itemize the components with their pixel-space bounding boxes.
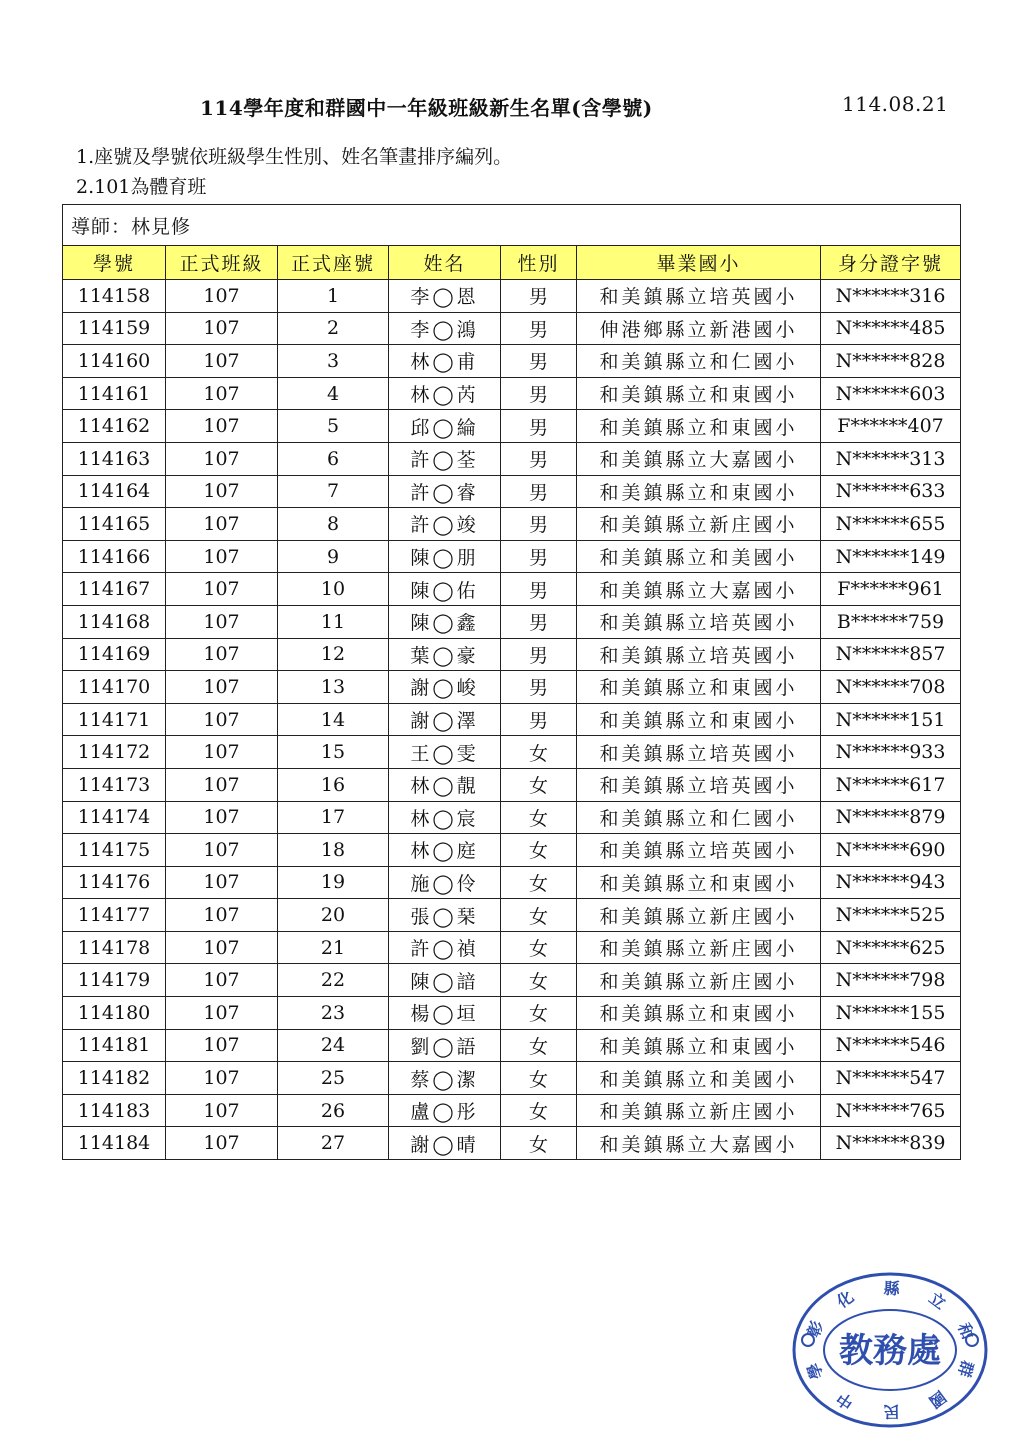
cell-class: 107 <box>166 671 278 704</box>
cell-id-number: N******155 <box>821 997 961 1030</box>
cell-student-name: 葉◯豪 <box>389 638 501 671</box>
table-row <box>63 508 961 541</box>
col-seat: 正式座號 <box>278 246 389 280</box>
cell-gender: 女 <box>501 899 577 932</box>
header-row <box>63 246 961 280</box>
document-date: 114.08.21 <box>842 92 949 116</box>
cell-class: 107 <box>166 1094 278 1127</box>
seal-ring-char: 縣 <box>883 1278 900 1299</box>
cell-student-id: 114163 <box>63 442 166 475</box>
cell-class: 107 <box>166 345 278 378</box>
cell-class: 107 <box>166 475 278 508</box>
cell-seat: 27 <box>278 1127 389 1160</box>
cell-student-name: 王◯雯 <box>389 736 501 769</box>
table-row <box>63 540 961 573</box>
table-row <box>63 801 961 834</box>
cell-student-name: 謝◯峻 <box>389 671 501 704</box>
cell-id-number: N******603 <box>821 377 961 410</box>
cell-seat: 3 <box>278 345 389 378</box>
cell-class: 107 <box>166 834 278 867</box>
cell-class: 107 <box>166 964 278 997</box>
cell-student-id: 114171 <box>63 703 166 736</box>
cell-gender: 男 <box>501 475 577 508</box>
cell-id-number: N******151 <box>821 703 961 736</box>
cell-id-number: N******879 <box>821 801 961 834</box>
col-class: 正式班級 <box>166 246 278 280</box>
cell-student-id: 114182 <box>63 1062 166 1095</box>
cell-student-id: 114183 <box>63 1094 166 1127</box>
cell-gender: 男 <box>501 377 577 410</box>
cell-gender: 男 <box>501 280 577 313</box>
cell-student-id: 114178 <box>63 931 166 964</box>
cell-class: 107 <box>166 899 278 932</box>
cell-seat: 8 <box>278 508 389 541</box>
cell-id-number: F******961 <box>821 573 961 606</box>
cell-student-name: 許◯竣 <box>389 508 501 541</box>
table-row <box>63 931 961 964</box>
cell-seat: 20 <box>278 899 389 932</box>
note-sports-class: 2.101為體育班 <box>76 176 207 198</box>
cell-gender: 男 <box>501 312 577 345</box>
cell-school: 和美鎮縣立大嘉國小 <box>577 442 821 475</box>
cell-school: 和美鎮縣立和東國小 <box>577 377 821 410</box>
cell-student-id: 114174 <box>63 801 166 834</box>
cell-gender: 女 <box>501 997 577 1030</box>
cell-seat: 9 <box>278 540 389 573</box>
cell-student-id: 114166 <box>63 540 166 573</box>
cell-student-id: 114175 <box>63 834 166 867</box>
cell-class: 107 <box>166 280 278 313</box>
cell-gender: 女 <box>501 801 577 834</box>
cell-seat: 1 <box>278 280 389 313</box>
cell-id-number: N******828 <box>821 345 961 378</box>
cell-id-number: N******547 <box>821 1062 961 1095</box>
cell-class: 107 <box>166 1127 278 1160</box>
cell-student-name: 劉◯語 <box>389 1029 501 1062</box>
seal-ring-char: 群 <box>954 1358 978 1380</box>
cell-gender: 男 <box>501 671 577 704</box>
teacher-row <box>63 205 961 246</box>
cell-gender: 女 <box>501 931 577 964</box>
cell-student-id: 114173 <box>63 768 166 801</box>
cell-seat: 24 <box>278 1029 389 1062</box>
cell-student-id: 114162 <box>63 410 166 443</box>
cell-seat: 7 <box>278 475 389 508</box>
cell-school: 和美鎮縣立新庄國小 <box>577 899 821 932</box>
cell-student-id: 114176 <box>63 866 166 899</box>
cell-school: 和美鎮縣立和東國小 <box>577 703 821 736</box>
cell-student-name: 許◯荃 <box>389 442 501 475</box>
cell-gender: 男 <box>501 540 577 573</box>
cell-school: 和美鎮縣立和東國小 <box>577 410 821 443</box>
cell-id-number: N******655 <box>821 508 961 541</box>
cell-id-number: N******617 <box>821 768 961 801</box>
cell-student-name: 李◯鴻 <box>389 312 501 345</box>
cell-school: 和美鎮縣立大嘉國小 <box>577 1127 821 1160</box>
cell-seat: 6 <box>278 442 389 475</box>
table-row <box>63 1127 961 1160</box>
cell-student-name: 施◯伶 <box>389 866 501 899</box>
cell-seat: 4 <box>278 377 389 410</box>
cell-class: 107 <box>166 1029 278 1062</box>
cell-gender: 女 <box>501 1062 577 1095</box>
cell-school: 和美鎮縣立和東國小 <box>577 671 821 704</box>
cell-student-name: 許◯睿 <box>389 475 501 508</box>
cell-student-id: 114184 <box>63 1127 166 1160</box>
cell-student-name: 林◯靚 <box>389 768 501 801</box>
cell-gender: 男 <box>501 638 577 671</box>
cell-student-id: 114167 <box>63 573 166 606</box>
cell-class: 107 <box>166 508 278 541</box>
cell-student-id: 114164 <box>63 475 166 508</box>
cell-class: 107 <box>166 931 278 964</box>
teacher-name: 導師：林見修 <box>63 205 961 246</box>
cell-student-id: 114158 <box>63 280 166 313</box>
cell-school: 和美鎮縣立培英國小 <box>577 834 821 867</box>
table-row <box>63 964 961 997</box>
cell-gender: 男 <box>501 345 577 378</box>
cell-gender: 女 <box>501 866 577 899</box>
cell-id-number: N******149 <box>821 540 961 573</box>
table-row <box>63 475 961 508</box>
cell-seat: 17 <box>278 801 389 834</box>
cell-class: 107 <box>166 736 278 769</box>
cell-school: 和美鎮縣立培英國小 <box>577 280 821 313</box>
cell-seat: 11 <box>278 605 389 638</box>
cell-gender: 男 <box>501 410 577 443</box>
cell-class: 107 <box>166 540 278 573</box>
cell-id-number: N******313 <box>821 442 961 475</box>
cell-student-name: 林◯宸 <box>389 801 501 834</box>
cell-school: 和美鎮縣立和東國小 <box>577 1029 821 1062</box>
seal-ring-char: 彰 <box>803 1318 827 1340</box>
cell-student-id: 114170 <box>63 671 166 704</box>
cell-seat: 19 <box>278 866 389 899</box>
cell-seat: 26 <box>278 1094 389 1127</box>
cell-seat: 23 <box>278 997 389 1030</box>
cell-seat: 16 <box>278 768 389 801</box>
cell-id-number: B******759 <box>821 605 961 638</box>
cell-seat: 18 <box>278 834 389 867</box>
table-row <box>63 312 961 345</box>
cell-id-number: N******690 <box>821 834 961 867</box>
cell-gender: 男 <box>501 508 577 541</box>
seal-ring-char: 民 <box>883 1401 900 1422</box>
table-row <box>63 1062 961 1095</box>
cell-gender: 男 <box>501 573 577 606</box>
col-gender: 性別 <box>501 246 577 280</box>
seal-ring-char: 中 <box>833 1388 858 1414</box>
table-row <box>63 768 961 801</box>
cell-school: 和美鎮縣立和東國小 <box>577 866 821 899</box>
roster-body <box>63 280 961 1160</box>
cell-student-id: 114172 <box>63 736 166 769</box>
cell-class: 107 <box>166 866 278 899</box>
cell-seat: 22 <box>278 964 389 997</box>
cell-student-id: 114161 <box>63 377 166 410</box>
cell-school: 和美鎮縣立和仁國小 <box>577 801 821 834</box>
cell-school: 和美鎮縣立新庄國小 <box>577 508 821 541</box>
cell-school: 和美鎮縣立和東國小 <box>577 997 821 1030</box>
cell-id-number: N******857 <box>821 638 961 671</box>
cell-id-number: N******943 <box>821 866 961 899</box>
table-row <box>63 703 961 736</box>
cell-id-number: N******765 <box>821 1094 961 1127</box>
cell-school: 和美鎮縣立新庄國小 <box>577 931 821 964</box>
cell-student-name: 陳◯朋 <box>389 540 501 573</box>
table-row <box>63 638 961 671</box>
cell-school: 和美鎮縣立和東國小 <box>577 475 821 508</box>
cell-gender: 女 <box>501 1094 577 1127</box>
cell-id-number: N******839 <box>821 1127 961 1160</box>
cell-seat: 15 <box>278 736 389 769</box>
cell-student-name: 謝◯晴 <box>389 1127 501 1160</box>
cell-class: 107 <box>166 638 278 671</box>
cell-class: 107 <box>166 442 278 475</box>
cell-school: 和美鎮縣立新庄國小 <box>577 964 821 997</box>
cell-class: 107 <box>166 377 278 410</box>
cell-class: 107 <box>166 1062 278 1095</box>
table-row <box>63 377 961 410</box>
cell-gender: 男 <box>501 442 577 475</box>
cell-student-name: 許◯禎 <box>389 931 501 964</box>
cell-id-number: F******407 <box>821 410 961 443</box>
cell-school: 和美鎮縣立和仁國小 <box>577 345 821 378</box>
table-row <box>63 834 961 867</box>
col-id-number: 身分證字號 <box>821 246 961 280</box>
office-seal <box>790 1270 990 1430</box>
cell-school: 和美鎮縣立和美國小 <box>577 540 821 573</box>
seal-ring-char: 國 <box>925 1386 950 1412</box>
cell-class: 107 <box>166 605 278 638</box>
cell-id-number: N******485 <box>821 312 961 345</box>
table-row <box>63 345 961 378</box>
table-row <box>63 899 961 932</box>
cell-gender: 女 <box>501 964 577 997</box>
cell-class: 107 <box>166 768 278 801</box>
cell-student-id: 114179 <box>63 964 166 997</box>
cell-id-number: N******798 <box>821 964 961 997</box>
cell-id-number: N******933 <box>821 736 961 769</box>
cell-school: 和美鎮縣立和美國小 <box>577 1062 821 1095</box>
table-row <box>63 442 961 475</box>
cell-seat: 12 <box>278 638 389 671</box>
cell-student-name: 林◯芮 <box>389 377 501 410</box>
table-row <box>63 736 961 769</box>
cell-student-name: 蔡◯潔 <box>389 1062 501 1095</box>
cell-student-name: 陳◯佑 <box>389 573 501 606</box>
cell-student-id: 114169 <box>63 638 166 671</box>
cell-school: 和美鎮縣立培英國小 <box>577 768 821 801</box>
cell-school: 和美鎮縣立培英國小 <box>577 605 821 638</box>
document-title: 114學年度和群國中一年級班級新生名單(含學號) <box>200 96 653 120</box>
table-row <box>63 573 961 606</box>
cell-student-id: 114159 <box>63 312 166 345</box>
cell-seat: 14 <box>278 703 389 736</box>
cell-school: 和美鎮縣立新庄國小 <box>577 1094 821 1127</box>
cell-student-name: 陳◯鑫 <box>389 605 501 638</box>
cell-student-id: 114168 <box>63 605 166 638</box>
cell-id-number: N******708 <box>821 671 961 704</box>
table-row <box>63 997 961 1030</box>
cell-student-name: 盧◯彤 <box>389 1094 501 1127</box>
seal-ring-char: 學 <box>803 1360 827 1382</box>
cell-gender: 女 <box>501 1127 577 1160</box>
cell-id-number: N******525 <box>821 899 961 932</box>
cell-student-id: 114181 <box>63 1029 166 1062</box>
cell-student-id: 114160 <box>63 345 166 378</box>
cell-id-number: N******633 <box>821 475 961 508</box>
table-row <box>63 866 961 899</box>
cell-student-id: 114180 <box>63 997 166 1030</box>
cell-school: 和美鎮縣立大嘉國小 <box>577 573 821 606</box>
cell-student-id: 114165 <box>63 508 166 541</box>
cell-seat: 13 <box>278 671 389 704</box>
cell-student-id: 114177 <box>63 899 166 932</box>
cell-gender: 男 <box>501 703 577 736</box>
seal-center-text: 教務處 <box>839 1331 941 1371</box>
cell-class: 107 <box>166 410 278 443</box>
cell-class: 107 <box>166 997 278 1030</box>
cell-gender: 女 <box>501 736 577 769</box>
seal-ring-char: 化 <box>833 1286 858 1312</box>
cell-id-number: N******546 <box>821 1029 961 1062</box>
cell-school: 和美鎮縣立培英國小 <box>577 736 821 769</box>
cell-seat: 2 <box>278 312 389 345</box>
table-row <box>63 671 961 704</box>
cell-student-name: 李◯恩 <box>389 280 501 313</box>
table-row <box>63 280 961 313</box>
cell-class: 107 <box>166 703 278 736</box>
col-school: 畢業國小 <box>577 246 821 280</box>
col-student-id: 學號 <box>63 246 166 280</box>
seal-ring-char: 立 <box>925 1288 950 1314</box>
seal-ring-char: 和 <box>954 1320 978 1342</box>
student-roster-table <box>62 204 961 1160</box>
cell-school: 伸港鄉縣立新港國小 <box>577 312 821 345</box>
cell-student-name: 陳◯諳 <box>389 964 501 997</box>
cell-gender: 男 <box>501 605 577 638</box>
cell-student-name: 林◯庭 <box>389 834 501 867</box>
cell-gender: 女 <box>501 768 577 801</box>
cell-gender: 女 <box>501 1029 577 1062</box>
cell-seat: 5 <box>278 410 389 443</box>
cell-student-name: 林◯甫 <box>389 345 501 378</box>
cell-student-name: 楊◯垣 <box>389 997 501 1030</box>
table-row <box>63 605 961 638</box>
cell-id-number: N******316 <box>821 280 961 313</box>
cell-seat: 10 <box>278 573 389 606</box>
cell-student-name: 邱◯綸 <box>389 410 501 443</box>
cell-class: 107 <box>166 573 278 606</box>
cell-id-number: N******625 <box>821 931 961 964</box>
note-sorting: 1.座號及學號依班級學生性別、姓名筆畫排序編列。 <box>76 146 513 168</box>
col-name: 姓名 <box>389 246 501 280</box>
cell-student-name: 謝◯澤 <box>389 703 501 736</box>
cell-class: 107 <box>166 801 278 834</box>
table-row <box>63 410 961 443</box>
cell-gender: 女 <box>501 834 577 867</box>
cell-school: 和美鎮縣立培英國小 <box>577 638 821 671</box>
cell-student-name: 張◯琹 <box>389 899 501 932</box>
table-row <box>63 1094 961 1127</box>
table-row <box>63 1029 961 1062</box>
cell-class: 107 <box>166 312 278 345</box>
cell-seat: 21 <box>278 931 389 964</box>
cell-seat: 25 <box>278 1062 389 1095</box>
